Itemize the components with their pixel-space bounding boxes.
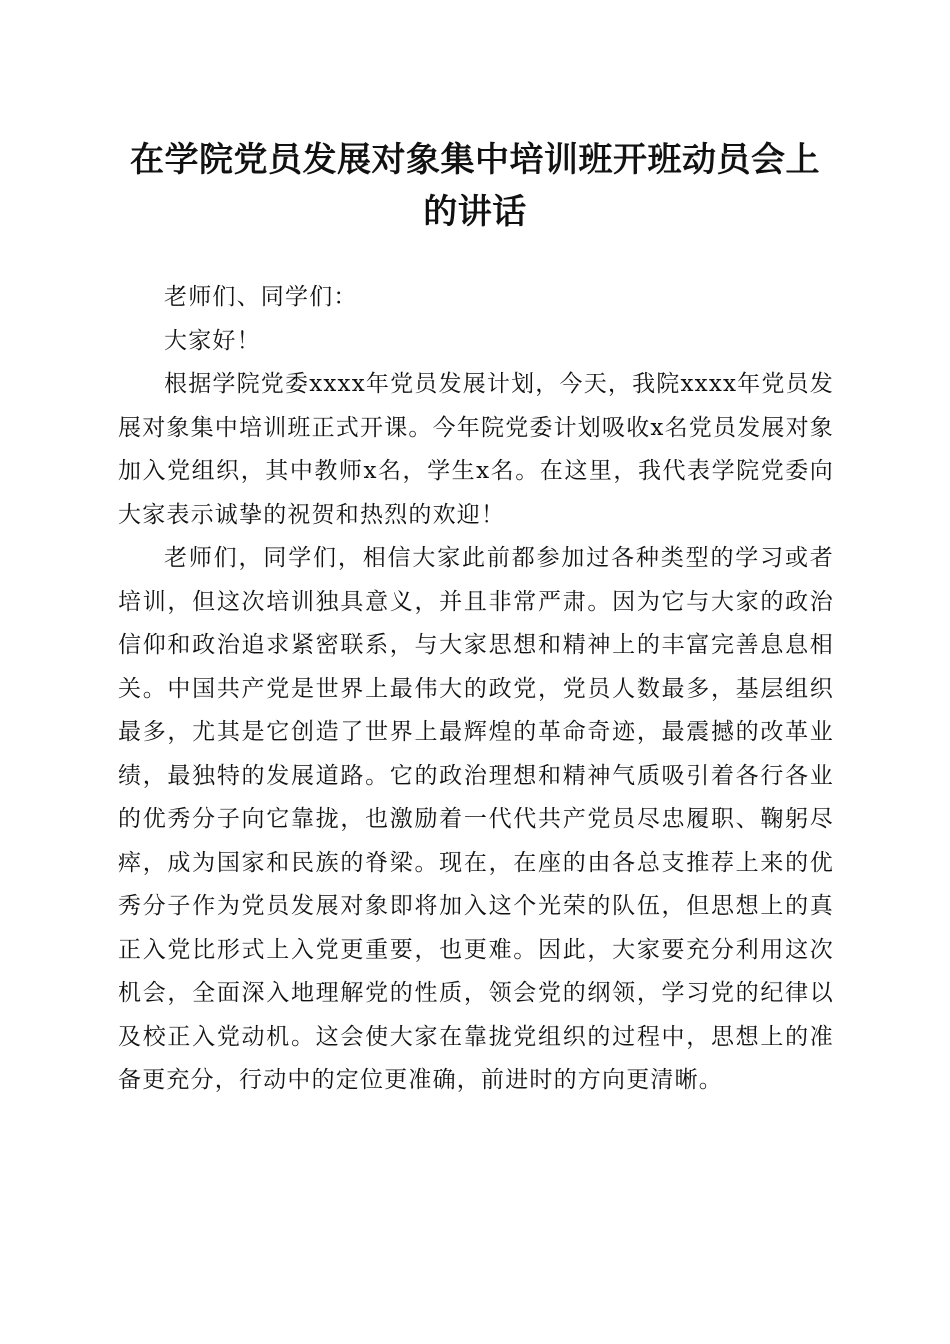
title-line-2: 的讲话 [423,192,527,232]
document-body [118,276,834,1103]
title-line-1: 在学院党员发展对象集中培训班开班动员会上 [130,140,820,180]
greeting: 大家好！ [164,327,261,354]
document-title [100,134,850,238]
paragraph-1: 根据学院党委xxxx年党员发展计划，今天，我院xxxx年党员发展对象集中培训班正式开课。今年院党委计划吸收x名党员发展对象加入党组织，其中教师x名，学生x名。在这里，我代表学院党委向大家表示诚挚的祝贺和热烈的欢迎！ [118,371,834,528]
salutation: 老师们、同学们： [164,284,358,310]
paragraph-2: 老师们，同学们，相信大家此前都参加过各种类型的学习或者培训，但这次培训独具意义，并且非常严肃。因为它与大家的政治信仰和政治追求紧密联系，与大家思想和精神上的丰富完善息息相关。中国共产党是世界上最伟大的政党，党员人数最多，基层组织最多，尤其是它创造了世界上最辉煌的革命奇迹，最震撼的改革业绩，最独特的发展道路。它的政治理想和精神气质吸引着各行各业的优秀分子向它靠拢，也激励着一代代共产党员尽忠履职、鞠躬尽瘁，成为国家和民族的脊梁。现在，在座的由各总支推荐上来的优秀分子作为党员发展对象即将加入这个光荣的队伍，但思想上的真正入党比形式上入党更重要，也更难。因此，大家要充分利用这次机会，全面深入地理解党的性质，领会党的纲领，学习党的纪律以及校正入党动机。这会使大家在靠拢党组织的过程中，思想上的准备更充分，行动中的定位更准确，前进时的方向更清晰。 [118,545,834,1093]
